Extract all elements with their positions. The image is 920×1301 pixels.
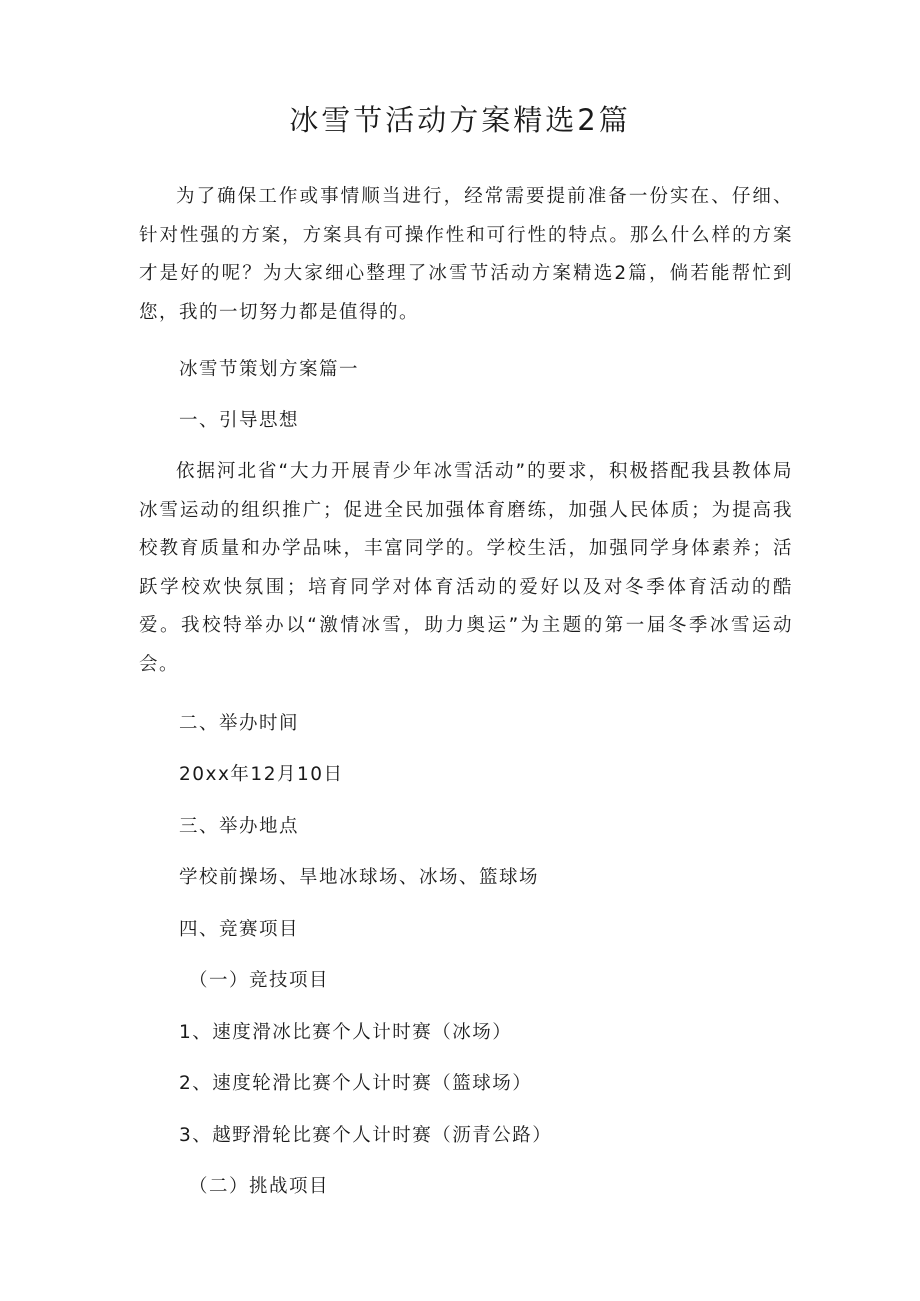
- event-item: 3、越野滑轮比赛个人计时赛（沥青公路）: [179, 1125, 553, 1146]
- subheading-challenge: （二）挑战项目: [189, 1176, 330, 1197]
- heading-venue: 三、举办地点: [179, 816, 300, 837]
- document-title: 冰雪节活动方案精选2篇: [289, 103, 631, 137]
- heading-time: 二、举办时间: [179, 713, 300, 734]
- intro-paragraph: 为了确保工作或事情顺当进行，经常需要提前准备一份实在、仔细、针对性强的方案，方案具有可操作性和可行性的特点。那么什么样的方案才是好的呢？为大家细心整理了冰雪节活动方案精选2篇，倘若能帮忙到您，我的一切努力都是值得的。: [139, 186, 793, 323]
- subheading-competitive: （一）竞技项目: [189, 970, 330, 991]
- section-plan-title: 冰雪节策划方案篇一: [179, 359, 360, 380]
- guiding-thought-paragraph: 依据河北省“大力开展青少年冰雪活动”的要求，积极搭配我县教体局冰雪运动的组织推广；促进全民加强体育磨练，加强人民体质；为提高我校教育质量和办学品味，丰富同学的。学校生活，加强同学身体素养；活跃学校欢快氛围；培育同学对体育活动的爱好以及对冬季体育活动的酷爱。我校特举办以“激情冰雪，助力奥运”为主题的第一届冬季冰雪运动会。: [139, 461, 793, 675]
- heading-events: 四、竞赛项目: [179, 919, 300, 940]
- document-body: [139, 178, 793, 1199]
- event-item: 1、速度滑冰比赛个人计时赛（冰场）: [179, 1022, 513, 1043]
- heading-guiding-thought: 一、引导思想: [179, 410, 300, 431]
- venue-list: 学校前操场、旱地冰球场、冰场、篮球场: [179, 867, 540, 888]
- event-date: 20xx年12月10日: [179, 764, 344, 785]
- event-item: 2、速度轮滑比赛个人计时赛（篮球场）: [179, 1073, 533, 1094]
